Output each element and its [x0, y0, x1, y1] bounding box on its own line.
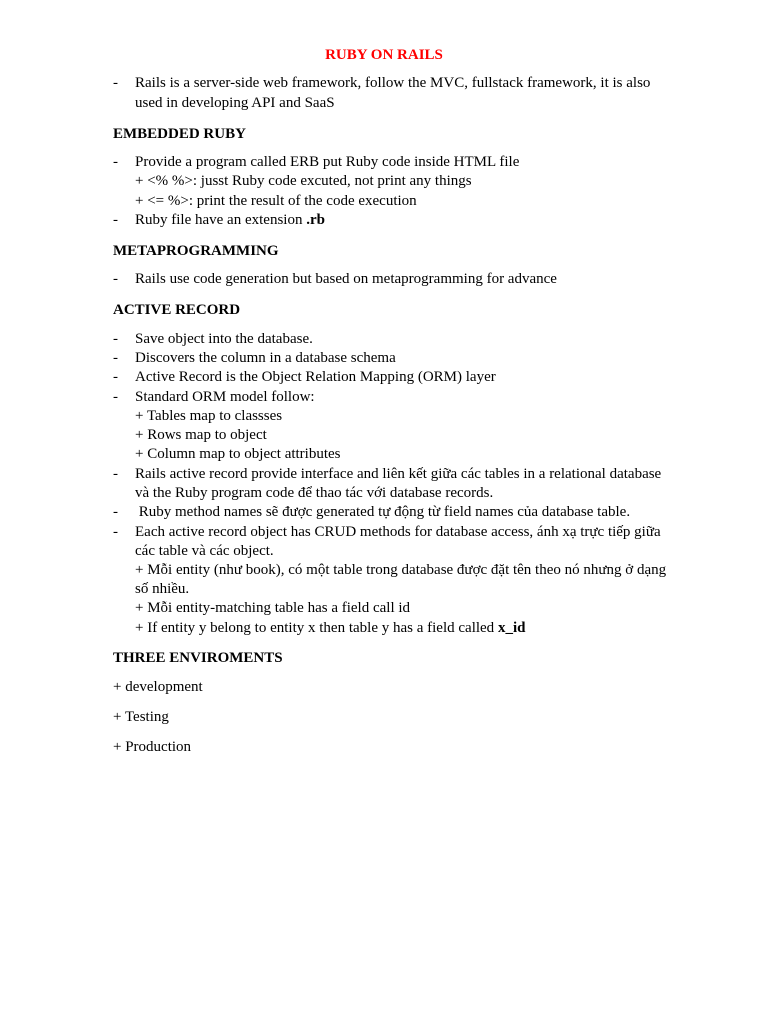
metaprogramming-item-1: Rails use code generation but based on metaprogramming for advance [135, 271, 557, 287]
erb-sub-2: + <= %>: print the result of the code execution [135, 193, 417, 209]
ar-item-6: Ruby method names sẽ được generated tự động từ field names của database table. [135, 504, 631, 520]
document-title: RUBY ON RAILS [325, 47, 443, 63]
environment-development: + development [113, 679, 203, 695]
ar-item-1: Save object into the database. [135, 331, 313, 347]
field-x-id: x_id [497, 620, 526, 636]
ar-item-4-sub-3: + Column map to object attributes [135, 446, 341, 462]
ar-item-5-line-1: Rails active record provide interface and liên kết giữa các tables in a relational database [135, 466, 662, 482]
bullet-dash: - [113, 504, 118, 520]
bullet-dash: - [113, 369, 118, 385]
bullet-dash: - [113, 524, 118, 540]
bullet-dash: - [113, 154, 118, 170]
bullet-dash: - [113, 389, 118, 405]
bullet-dash: - [113, 75, 118, 91]
section-heading-active-record: ACTIVE RECORD [113, 302, 241, 318]
extension-rb: .rb [306, 212, 325, 228]
erb-item-1: Provide a program called ERB put Ruby code inside HTML file [135, 154, 520, 170]
environment-testing: + Testing [113, 709, 169, 725]
ar-item-7-sub-1-line-2: số nhiều. [135, 581, 190, 597]
bullet-dash: - [113, 271, 118, 287]
erb-sub-1: + <% %>: jusst Ruby code excuted, not print any things [135, 173, 472, 189]
ar-item-7-sub-3: + If entity y belong to entity x then table y has a field called x_id [135, 620, 526, 636]
section-heading-embedded-ruby: EMBEDDED RUBY [113, 126, 246, 142]
ar-item-4-sub-1: + Tables map to classses [135, 408, 283, 424]
ar-item-5-line-2: và the Ruby program code để thao tác với database records. [135, 485, 494, 501]
ar-item-4: Standard ORM model follow: [135, 389, 315, 405]
erb-item-2: Ruby file have an extension .rb [135, 212, 325, 228]
bullet-dash: - [113, 212, 118, 228]
section-heading-metaprogramming: METAPROGRAMMING [113, 243, 279, 259]
bullet-dash: - [113, 350, 118, 366]
ar-item-7-sub-2: + Mỗi entity-matching table has a field call id [135, 600, 411, 616]
environment-production: + Production [113, 739, 192, 755]
ar-item-7-sub-1-line-1: + Mỗi entity (như book), có một table trong database được đặt tên theo nó nhưng ở dạng [135, 562, 667, 578]
ar-item-2: Discovers the column in a database schema [135, 350, 396, 366]
ar-item-7-line-1: Each active record object has CRUD methods for database access, ánh xạ trực tiếp giữa [135, 524, 661, 540]
ar-item-7-line-2: các table và các object. [135, 543, 274, 559]
bullet-dash: - [113, 331, 118, 347]
bullet-dash: - [113, 466, 118, 482]
section-heading-three-environments: THREE ENVIROMENTS [113, 650, 283, 666]
intro-line-1: Rails is a server-side web framework, follow the MVC, fullstack framework, it is also [135, 75, 651, 91]
ar-item-4-sub-2: + Rows map to object [135, 427, 267, 443]
ar-item-3: Active Record is the Object Relation Mapping (ORM) layer [135, 369, 496, 385]
intro-line-2: used in developing API and SaaS [135, 95, 335, 111]
